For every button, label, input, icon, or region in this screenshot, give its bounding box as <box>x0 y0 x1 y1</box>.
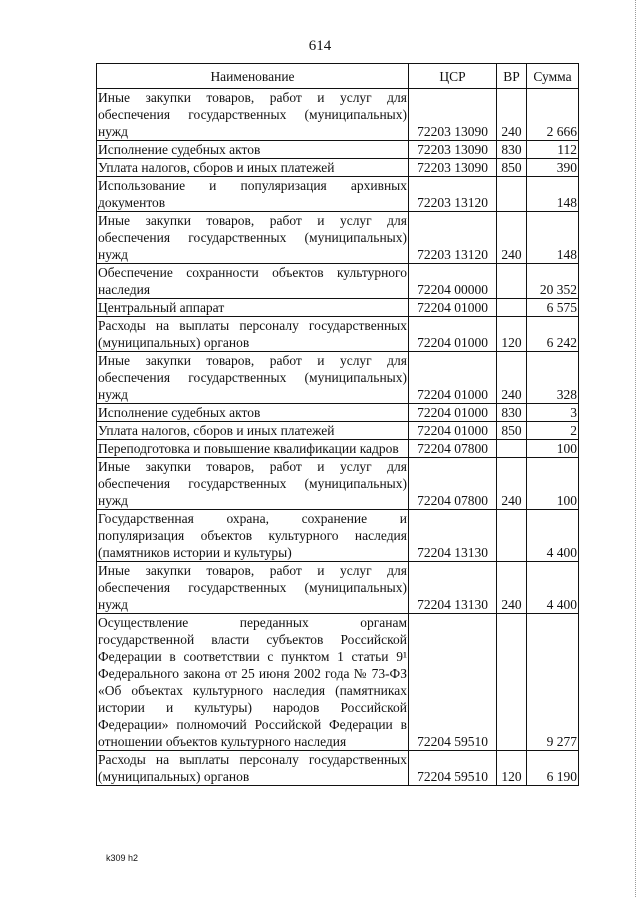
row-sum: 9 277 <box>527 614 579 751</box>
table-row <box>97 440 579 458</box>
row-vr: 240 <box>497 562 527 614</box>
row-vr <box>497 299 527 317</box>
row-csr: 72204 07800 <box>409 440 497 458</box>
table-row <box>97 751 579 786</box>
row-vr: 120 <box>497 751 527 786</box>
table-row <box>97 614 579 751</box>
row-sum: 100 <box>527 458 579 510</box>
table-row <box>97 89 579 141</box>
page-edge <box>634 0 636 897</box>
row-csr: 72204 13130 <box>409 510 497 562</box>
table-row <box>97 317 579 352</box>
row-vr: 830 <box>497 141 527 159</box>
row-sum: 4 400 <box>527 510 579 562</box>
table-row <box>97 352 579 404</box>
row-name: Обеспечение сохранности объектов культурного наследия <box>98 265 407 297</box>
row-name: Уплата налогов, сборов и иных платежей <box>97 422 409 440</box>
row-name: Иные закупки товаров, работ и услуг для обеспечения государственных (муниципальных) нужд <box>98 353 407 402</box>
row-sum: 100 <box>527 440 579 458</box>
row-csr: 72204 01000 <box>409 299 497 317</box>
row-vr: 240 <box>497 212 527 264</box>
row-name: Центральный аппарат <box>97 299 409 317</box>
row-csr: 72204 01000 <box>409 317 497 352</box>
row-name: Расходы на выплаты персоналу государственных (муниципальных) органов <box>98 752 407 784</box>
row-name: Государственная охрана, сохранение и популяризация объектов культурного наследия (памятников истории и культуры) <box>98 511 407 560</box>
row-name: Исполнение судебных актов <box>97 404 409 422</box>
row-name: Иные закупки товаров, работ и услуг для обеспечения государственных (муниципальных) нужд <box>98 563 407 612</box>
row-csr: 72204 59510 <box>409 614 497 751</box>
footer-code: k309 h2 <box>106 853 139 863</box>
table-row <box>97 264 579 299</box>
row-sum: 20 352 <box>527 264 579 299</box>
row-sum: 390 <box>527 159 579 177</box>
row-csr: 72204 01000 <box>409 404 497 422</box>
row-name: Иные закупки товаров, работ и услуг для обеспечения государственных (муниципальных) нужд <box>98 90 407 139</box>
row-sum: 2 <box>527 422 579 440</box>
row-vr: 850 <box>497 159 527 177</box>
table-row <box>97 299 579 317</box>
table-row <box>97 159 579 177</box>
row-csr: 72203 13090 <box>409 89 497 141</box>
row-name: Осуществление переданных органам государственной власти субъектов Российской Федерации в соответствии с пунктом 1 статьи 9¹ Федерального закона от 25 июня 2002 года № 73-ФЗ «Об объектах культурного наследия (памятниках истории и культуры) народов Российской Федерации» полномочий Российской Федерации в отношении объектов культурного наследия <box>98 615 407 749</box>
row-name: Исполнение судебных актов <box>97 141 409 159</box>
table-row <box>97 458 579 510</box>
row-csr: 72204 00000 <box>409 264 497 299</box>
header-name: Наименование <box>97 64 409 89</box>
row-vr: 240 <box>497 352 527 404</box>
row-csr: 72204 01000 <box>409 352 497 404</box>
table-row <box>97 422 579 440</box>
row-vr: 240 <box>497 89 527 141</box>
row-vr <box>497 614 527 751</box>
row-sum: 112 <box>527 141 579 159</box>
page-number: 614 <box>308 38 332 54</box>
row-vr: 120 <box>497 317 527 352</box>
row-sum: 328 <box>527 352 579 404</box>
row-sum: 2 666 <box>527 89 579 141</box>
row-sum: 6 242 <box>527 317 579 352</box>
row-vr <box>497 440 527 458</box>
row-sum: 4 400 <box>527 562 579 614</box>
table-row <box>97 562 579 614</box>
row-csr: 72203 13090 <box>409 141 497 159</box>
table-row <box>97 212 579 264</box>
table-row <box>97 510 579 562</box>
row-sum: 6 575 <box>527 299 579 317</box>
row-vr <box>497 177 527 212</box>
row-sum: 6 190 <box>527 751 579 786</box>
header-csr: ЦСР <box>409 64 497 89</box>
row-name: Уплата налогов, сборов и иных платежей <box>97 159 409 177</box>
table-row <box>97 177 579 212</box>
row-name: Расходы на выплаты персоналу государственных (муниципальных) органов <box>98 318 407 350</box>
table-header-row <box>97 64 579 89</box>
row-csr: 72203 13120 <box>409 212 497 264</box>
row-vr <box>497 510 527 562</box>
row-csr: 72204 01000 <box>409 422 497 440</box>
header-vr: ВР <box>497 64 527 89</box>
row-vr: 830 <box>497 404 527 422</box>
row-csr: 72203 13090 <box>409 159 497 177</box>
row-vr: 850 <box>497 422 527 440</box>
row-vr <box>497 264 527 299</box>
header-sum: Сумма <box>527 64 579 89</box>
row-sum: 3 <box>527 404 579 422</box>
row-name: Использование и популяризация архивных документов <box>98 178 407 210</box>
row-name: Иные закупки товаров, работ и услуг для обеспечения государственных (муниципальных) нужд <box>98 213 407 262</box>
budget-table <box>96 63 579 786</box>
table-row <box>97 141 579 159</box>
row-name: Иные закупки товаров, работ и услуг для обеспечения государственных (муниципальных) нужд <box>98 459 407 508</box>
row-csr: 72204 13130 <box>409 562 497 614</box>
row-csr: 72204 59510 <box>409 751 497 786</box>
row-name: Переподготовка и повышение квалификации кадров <box>97 440 409 458</box>
table-row <box>97 404 579 422</box>
row-sum: 148 <box>527 177 579 212</box>
row-vr: 240 <box>497 458 527 510</box>
row-csr: 72204 07800 <box>409 458 497 510</box>
row-sum: 148 <box>527 212 579 264</box>
row-csr: 72203 13120 <box>409 177 497 212</box>
